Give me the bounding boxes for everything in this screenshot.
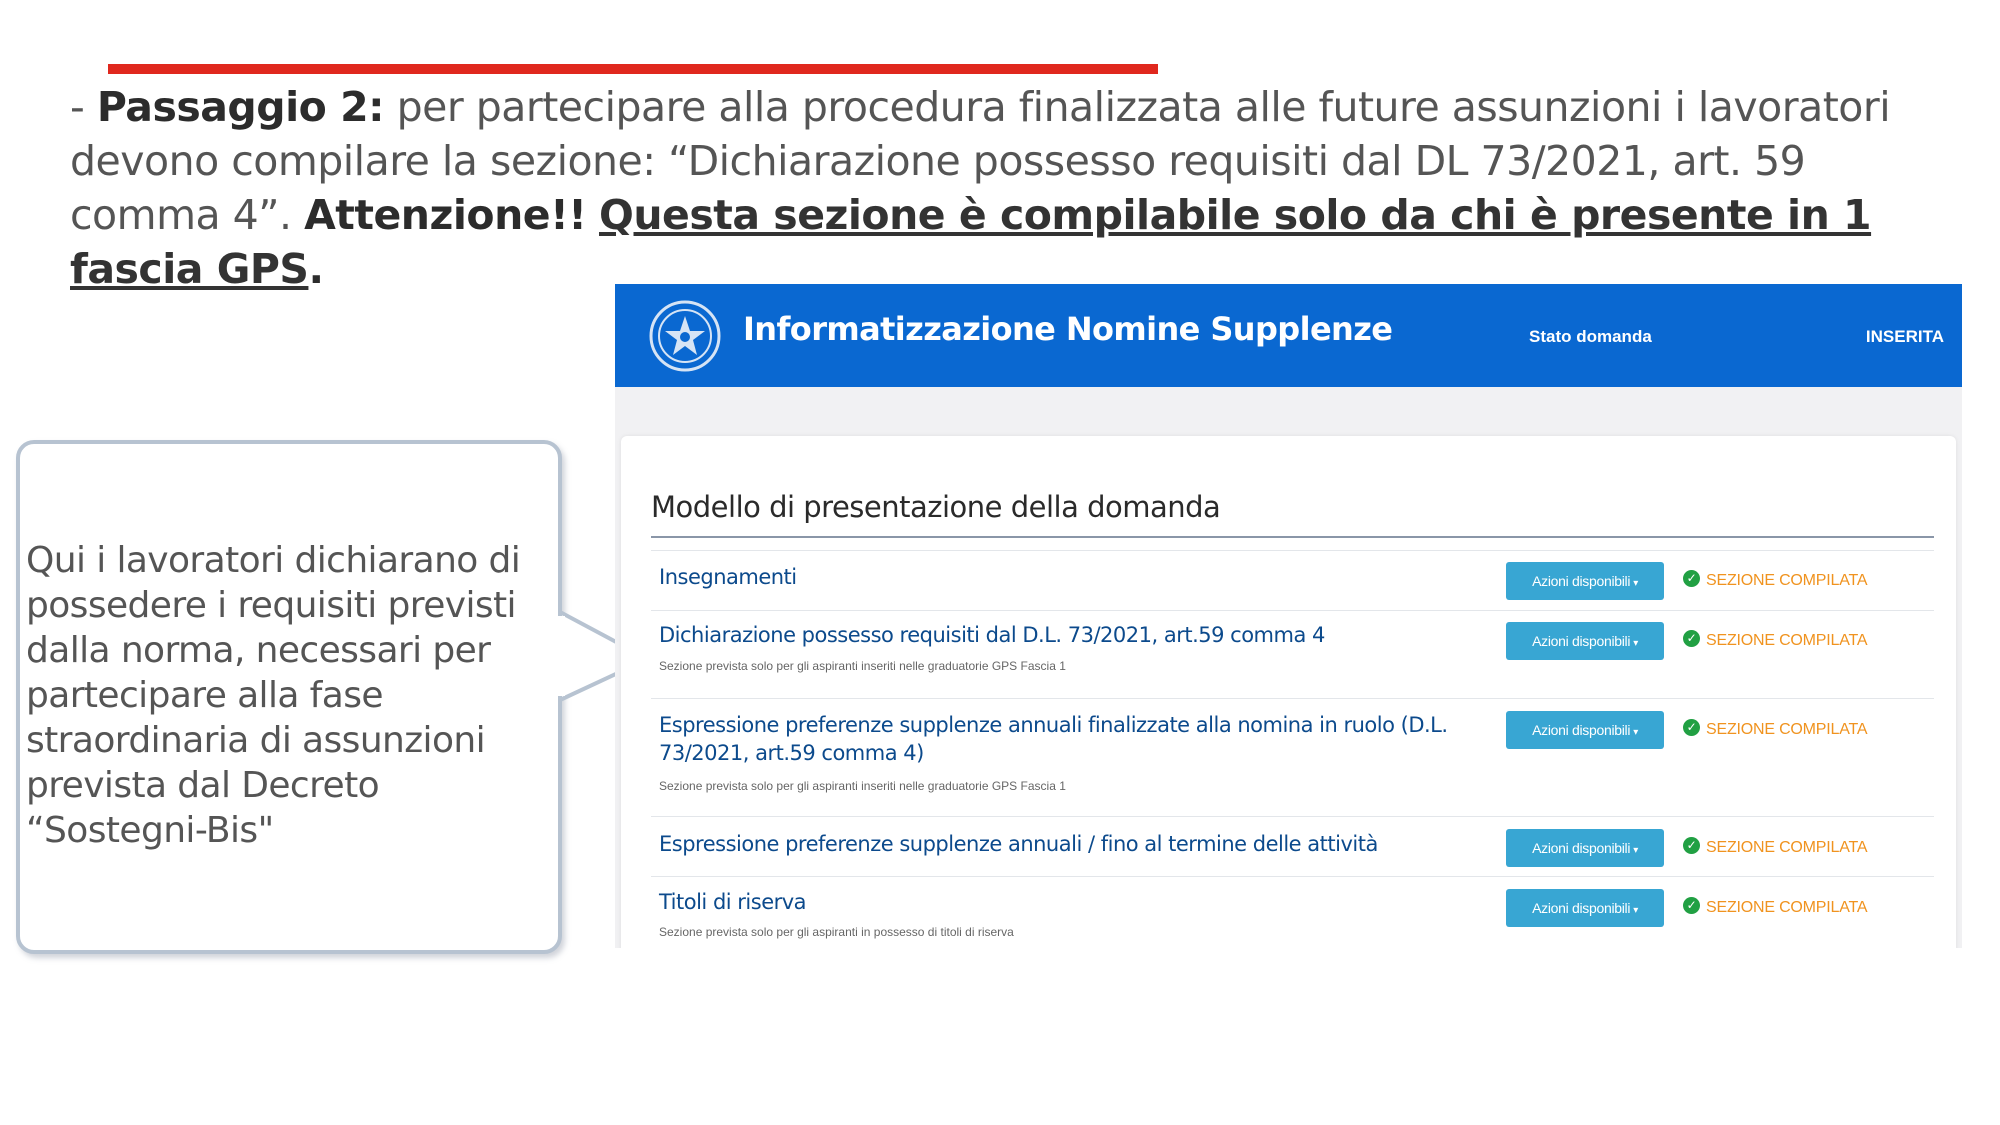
row-title-link[interactable]: Titoli di riserva (659, 890, 807, 914)
status-label: SEZIONE COMPILATA (1706, 572, 1868, 589)
stato-domanda-value: INSERITA (1865, 327, 1944, 346)
section-row-dichiarazione (651, 610, 1934, 699)
check-icon: ✓ (1683, 719, 1700, 736)
domanda-card (621, 436, 1956, 948)
red-accent-rule (108, 64, 1158, 74)
azioni-disponibili-button[interactable] (1506, 562, 1664, 600)
intro-dash: - (70, 83, 97, 131)
caret-down-icon: ▾ (1633, 638, 1638, 649)
section-row-insegnamenti (651, 550, 1934, 611)
intro-text: per partecipare alla procedura finalizzata alle future assunzioni i lavoratori devono compilare la sezione: “Dichiarazione possesso requisiti dal DL 73/2021, art. 59 comma 4”. (70, 83, 1891, 239)
step-label: Passaggio 2: (96, 83, 385, 131)
app-window (615, 284, 1962, 948)
row-note: Sezione prevista solo per gli aspiranti inseriti nelle graduatorie GPS Fascia 1 (659, 779, 1066, 793)
row-title-link[interactable]: Espressione preferenze supplenze annuali / fino al termine delle attività (659, 832, 1378, 856)
status-badge (1683, 622, 1867, 660)
card-title-divider (651, 536, 1934, 538)
underlined-warning: Questa sezione è compilabile solo da chi è presente in 1 fascia GPS (70, 191, 1872, 293)
section-row-preferenze-ruolo (651, 698, 1934, 817)
caret-down-icon: ▾ (1633, 578, 1638, 589)
button-label: Azioni disponibili (1532, 840, 1631, 856)
button-label: Azioni disponibili (1532, 633, 1631, 649)
caret-down-icon: ▾ (1633, 905, 1638, 916)
row-title-link[interactable]: Dichiarazione possesso requisiti dal D.L. 73/2021, art.59 comma 4 (659, 623, 1325, 647)
status-badge (1683, 829, 1867, 867)
button-label: Azioni disponibili (1532, 900, 1631, 916)
azioni-disponibili-button[interactable] (1506, 711, 1664, 749)
republic-emblem-icon (647, 298, 723, 374)
status-label: SEZIONE COMPILATA (1706, 632, 1868, 649)
check-icon: ✓ (1683, 630, 1700, 647)
status-label: SEZIONE COMPILATA (1706, 839, 1868, 856)
status-badge (1683, 711, 1867, 749)
status-badge (1683, 562, 1867, 600)
button-label: Azioni disponibili (1532, 573, 1631, 589)
attention-label: Attenzione!! (304, 191, 587, 239)
row-title-link[interactable]: Espressione preferenze supplenze annuali finalizzate alla nomina in ruolo (D.L. 73/2021, art.59 comma 4) (659, 713, 1448, 765)
azioni-disponibili-button[interactable] (1506, 622, 1664, 660)
section-row-preferenze-annuali (651, 816, 1934, 877)
check-icon: ✓ (1683, 570, 1700, 587)
card-title: Modello di presentazione della domanda (651, 490, 1221, 524)
azioni-disponibili-button[interactable] (1506, 889, 1664, 927)
app-title: Informatizzazione Nomine Supplenze (743, 310, 1393, 348)
callout-text: Qui i lavoratori dichiarano di possedere i requisiti previsti dalla norma, necessari per partecipare alla fase straordinaria di assunzioni prevista dal Decreto “Sostegni-Bis" (26, 540, 521, 851)
row-note: Sezione prevista solo per gli aspiranti inseriti nelle graduatorie GPS Fascia 1 (659, 659, 1066, 673)
row-note: Sezione prevista solo per gli aspiranti in possesso di titoli di riserva (659, 925, 1014, 939)
azioni-disponibili-button[interactable] (1506, 829, 1664, 867)
status-badge (1683, 889, 1867, 927)
caret-down-icon: ▾ (1633, 727, 1638, 738)
button-label: Azioni disponibili (1532, 722, 1631, 738)
stato-domanda-label: Stato domanda (1529, 327, 1652, 346)
intro-period: . (308, 245, 324, 293)
status-label: SEZIONE COMPILATA (1706, 899, 1868, 916)
status-label: SEZIONE COMPILATA (1706, 721, 1868, 738)
caret-down-icon: ▾ (1633, 845, 1638, 856)
row-title-link[interactable]: Insegnamenti (659, 565, 797, 589)
intro-paragraph (70, 80, 1950, 296)
intro-space (586, 191, 599, 239)
app-header (615, 284, 1962, 387)
section-row-titoli-riserva (651, 876, 1934, 948)
check-icon: ✓ (1683, 897, 1700, 914)
check-icon: ✓ (1683, 837, 1700, 854)
